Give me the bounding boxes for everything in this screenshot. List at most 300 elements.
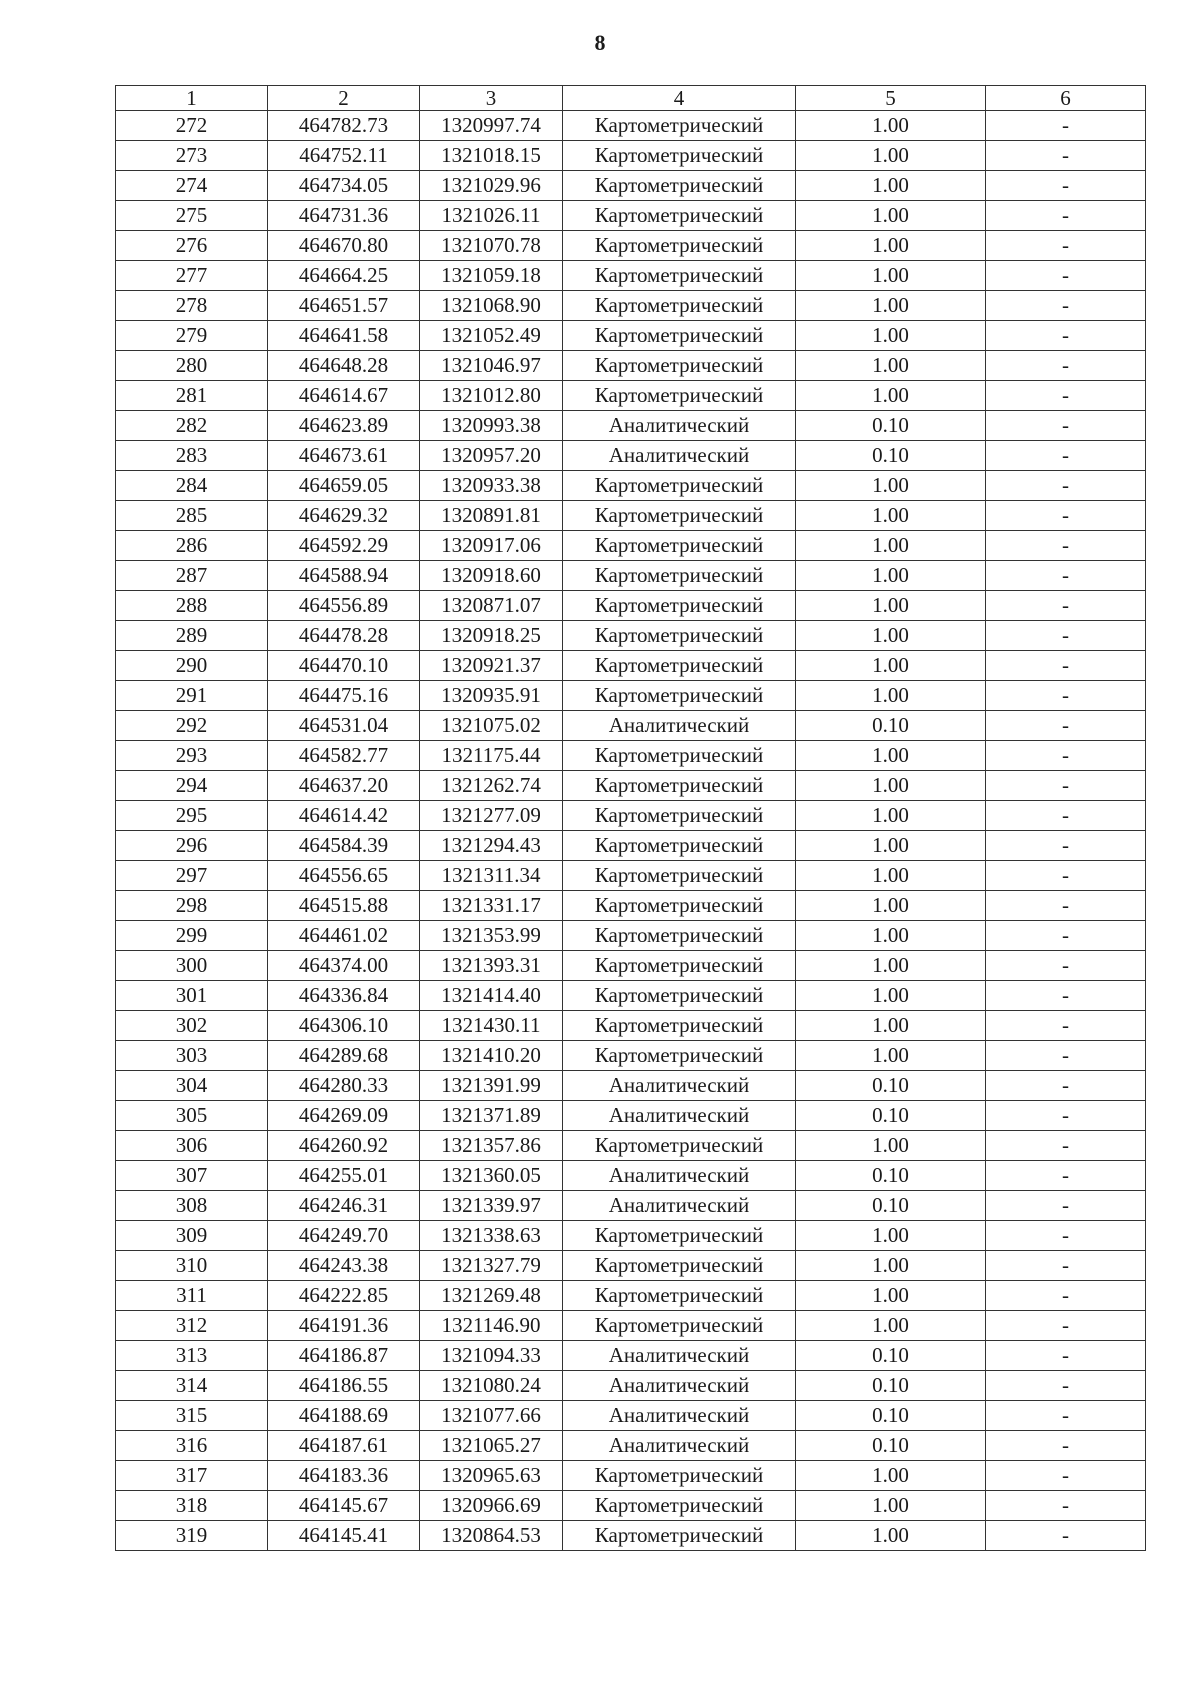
y-coordinate-cell: 1321080.24 xyxy=(420,1371,563,1401)
note-cell: - xyxy=(986,321,1146,351)
method-cell: Картометрический xyxy=(563,1281,796,1311)
x-coordinate-cell: 464648.28 xyxy=(268,351,420,381)
method-cell: Картометрический xyxy=(563,1221,796,1251)
table-row xyxy=(116,891,1146,921)
method-cell: Картометрический xyxy=(563,861,796,891)
note-cell: - xyxy=(986,1491,1146,1521)
table-row xyxy=(116,681,1146,711)
table-row xyxy=(116,831,1146,861)
note-cell: - xyxy=(986,471,1146,501)
table-row xyxy=(116,561,1146,591)
method-cell: Картометрический xyxy=(563,141,796,171)
table-row xyxy=(116,1251,1146,1281)
x-coordinate-cell: 464664.25 xyxy=(268,261,420,291)
y-coordinate-cell: 1320918.60 xyxy=(420,561,563,591)
x-coordinate-cell: 464478.28 xyxy=(268,621,420,651)
accuracy-cell: 1.00 xyxy=(796,1221,986,1251)
method-cell: Картометрический xyxy=(563,921,796,951)
x-coordinate-cell: 464614.67 xyxy=(268,381,420,411)
point-number-cell: 292 xyxy=(116,711,268,741)
y-coordinate-cell: 1321360.05 xyxy=(420,1161,563,1191)
point-number-cell: 319 xyxy=(116,1521,268,1551)
note-cell: - xyxy=(986,1521,1146,1551)
accuracy-cell: 1.00 xyxy=(796,501,986,531)
accuracy-cell: 1.00 xyxy=(796,171,986,201)
y-coordinate-cell: 1320921.37 xyxy=(420,651,563,681)
accuracy-cell: 1.00 xyxy=(796,771,986,801)
point-number-cell: 282 xyxy=(116,411,268,441)
point-number-cell: 276 xyxy=(116,231,268,261)
accuracy-cell: 0.10 xyxy=(796,1161,986,1191)
method-cell: Аналитический xyxy=(563,1191,796,1221)
note-cell: - xyxy=(986,261,1146,291)
y-coordinate-cell: 1321331.17 xyxy=(420,891,563,921)
y-coordinate-cell: 1321353.99 xyxy=(420,921,563,951)
method-cell: Аналитический xyxy=(563,1431,796,1461)
y-coordinate-cell: 1321094.33 xyxy=(420,1341,563,1371)
y-coordinate-cell: 1320993.38 xyxy=(420,411,563,441)
y-coordinate-cell: 1321018.15 xyxy=(420,141,563,171)
point-number-cell: 281 xyxy=(116,381,268,411)
point-number-cell: 305 xyxy=(116,1101,268,1131)
x-coordinate-cell: 464289.68 xyxy=(268,1041,420,1071)
table-row xyxy=(116,111,1146,141)
x-coordinate-cell: 464752.11 xyxy=(268,141,420,171)
method-cell: Картометрический xyxy=(563,651,796,681)
y-coordinate-cell: 1321339.97 xyxy=(420,1191,563,1221)
method-cell: Картометрический xyxy=(563,741,796,771)
note-cell: - xyxy=(986,1101,1146,1131)
method-cell: Картометрический xyxy=(563,351,796,381)
method-cell: Аналитический xyxy=(563,1071,796,1101)
note-cell: - xyxy=(986,1131,1146,1161)
note-cell: - xyxy=(986,1161,1146,1191)
point-number-cell: 315 xyxy=(116,1401,268,1431)
column-header: 3 xyxy=(420,86,563,111)
method-cell: Картометрический xyxy=(563,561,796,591)
x-coordinate-cell: 464592.29 xyxy=(268,531,420,561)
accuracy-cell: 1.00 xyxy=(796,141,986,171)
y-coordinate-cell: 1321311.34 xyxy=(420,861,563,891)
point-number-cell: 291 xyxy=(116,681,268,711)
table-row xyxy=(116,741,1146,771)
table-row xyxy=(116,1071,1146,1101)
method-cell: Картометрический xyxy=(563,1311,796,1341)
point-number-cell: 308 xyxy=(116,1191,268,1221)
method-cell: Аналитический xyxy=(563,441,796,471)
column-header: 5 xyxy=(796,86,986,111)
point-number-cell: 293 xyxy=(116,741,268,771)
point-number-cell: 278 xyxy=(116,291,268,321)
table-row xyxy=(116,201,1146,231)
x-coordinate-cell: 464734.05 xyxy=(268,171,420,201)
table-row xyxy=(116,531,1146,561)
point-number-cell: 299 xyxy=(116,921,268,951)
point-number-cell: 287 xyxy=(116,561,268,591)
method-cell: Аналитический xyxy=(563,1101,796,1131)
y-coordinate-cell: 1321277.09 xyxy=(420,801,563,831)
accuracy-cell: 1.00 xyxy=(796,651,986,681)
x-coordinate-cell: 464222.85 xyxy=(268,1281,420,1311)
accuracy-cell: 1.00 xyxy=(796,1041,986,1071)
x-coordinate-cell: 464673.61 xyxy=(268,441,420,471)
accuracy-cell: 1.00 xyxy=(796,201,986,231)
x-coordinate-cell: 464336.84 xyxy=(268,981,420,1011)
table-row xyxy=(116,1521,1146,1551)
y-coordinate-cell: 1321046.97 xyxy=(420,351,563,381)
note-cell: - xyxy=(986,1281,1146,1311)
accuracy-cell: 1.00 xyxy=(796,591,986,621)
table-row xyxy=(116,231,1146,261)
method-cell: Картометрический xyxy=(563,111,796,141)
table-row xyxy=(116,1191,1146,1221)
table-row xyxy=(116,291,1146,321)
note-cell: - xyxy=(986,591,1146,621)
y-coordinate-cell: 1320917.06 xyxy=(420,531,563,561)
accuracy-cell: 1.00 xyxy=(796,531,986,561)
method-cell: Аналитический xyxy=(563,1401,796,1431)
table-row xyxy=(116,171,1146,201)
x-coordinate-cell: 464731.36 xyxy=(268,201,420,231)
table-row xyxy=(116,1161,1146,1191)
table-header-row xyxy=(116,86,1146,111)
accuracy-cell: 1.00 xyxy=(796,291,986,321)
accuracy-cell: 1.00 xyxy=(796,861,986,891)
accuracy-cell: 1.00 xyxy=(796,1011,986,1041)
accuracy-cell: 0.10 xyxy=(796,1071,986,1101)
note-cell: - xyxy=(986,531,1146,561)
table-row xyxy=(116,501,1146,531)
point-number-cell: 296 xyxy=(116,831,268,861)
table-row xyxy=(116,1341,1146,1371)
x-coordinate-cell: 464623.89 xyxy=(268,411,420,441)
method-cell: Картометрический xyxy=(563,471,796,501)
accuracy-cell: 0.10 xyxy=(796,1371,986,1401)
accuracy-cell: 1.00 xyxy=(796,1281,986,1311)
note-cell: - xyxy=(986,621,1146,651)
x-coordinate-cell: 464475.16 xyxy=(268,681,420,711)
table-body xyxy=(116,111,1146,1551)
accuracy-cell: 0.10 xyxy=(796,1191,986,1221)
method-cell: Аналитический xyxy=(563,711,796,741)
method-cell: Картометрический xyxy=(563,1491,796,1521)
column-header: 1 xyxy=(116,86,268,111)
x-coordinate-cell: 464186.87 xyxy=(268,1341,420,1371)
note-cell: - xyxy=(986,831,1146,861)
method-cell: Картометрический xyxy=(563,771,796,801)
point-number-cell: 309 xyxy=(116,1221,268,1251)
x-coordinate-cell: 464186.55 xyxy=(268,1371,420,1401)
y-coordinate-cell: 1321294.43 xyxy=(420,831,563,861)
x-coordinate-cell: 464249.70 xyxy=(268,1221,420,1251)
method-cell: Картометрический xyxy=(563,891,796,921)
y-coordinate-cell: 1320935.91 xyxy=(420,681,563,711)
y-coordinate-cell: 1321393.31 xyxy=(420,951,563,981)
point-number-cell: 316 xyxy=(116,1431,268,1461)
point-number-cell: 280 xyxy=(116,351,268,381)
x-coordinate-cell: 464515.88 xyxy=(268,891,420,921)
accuracy-cell: 1.00 xyxy=(796,111,986,141)
accuracy-cell: 0.10 xyxy=(796,441,986,471)
x-coordinate-cell: 464246.31 xyxy=(268,1191,420,1221)
method-cell: Картометрический xyxy=(563,261,796,291)
method-cell: Аналитический xyxy=(563,1371,796,1401)
note-cell: - xyxy=(986,1311,1146,1341)
x-coordinate-cell: 464556.89 xyxy=(268,591,420,621)
table-row xyxy=(116,1281,1146,1311)
accuracy-cell: 1.00 xyxy=(796,1521,986,1551)
point-number-cell: 286 xyxy=(116,531,268,561)
accuracy-cell: 1.00 xyxy=(796,921,986,951)
accuracy-cell: 1.00 xyxy=(796,261,986,291)
y-coordinate-cell: 1321391.99 xyxy=(420,1071,563,1101)
method-cell: Аналитический xyxy=(563,1161,796,1191)
accuracy-cell: 0.10 xyxy=(796,711,986,741)
note-cell: - xyxy=(986,1011,1146,1041)
x-coordinate-cell: 464188.69 xyxy=(268,1401,420,1431)
accuracy-cell: 1.00 xyxy=(796,951,986,981)
point-number-cell: 307 xyxy=(116,1161,268,1191)
accuracy-cell: 1.00 xyxy=(796,321,986,351)
point-number-cell: 274 xyxy=(116,171,268,201)
method-cell: Картометрический xyxy=(563,831,796,861)
method-cell: Картометрический xyxy=(563,951,796,981)
method-cell: Картометрический xyxy=(563,681,796,711)
y-coordinate-cell: 1321070.78 xyxy=(420,231,563,261)
y-coordinate-cell: 1321338.63 xyxy=(420,1221,563,1251)
table-row xyxy=(116,1131,1146,1161)
point-number-cell: 311 xyxy=(116,1281,268,1311)
accuracy-cell: 1.00 xyxy=(796,831,986,861)
column-header: 4 xyxy=(563,86,796,111)
y-coordinate-cell: 1321371.89 xyxy=(420,1101,563,1131)
table-row xyxy=(116,1221,1146,1251)
table-row xyxy=(116,621,1146,651)
table-row xyxy=(116,411,1146,441)
table-row xyxy=(116,1371,1146,1401)
point-number-cell: 298 xyxy=(116,891,268,921)
x-coordinate-cell: 464641.58 xyxy=(268,321,420,351)
note-cell: - xyxy=(986,111,1146,141)
point-number-cell: 273 xyxy=(116,141,268,171)
y-coordinate-cell: 1321065.27 xyxy=(420,1431,563,1461)
point-number-cell: 275 xyxy=(116,201,268,231)
method-cell: Картометрический xyxy=(563,1131,796,1161)
note-cell: - xyxy=(986,141,1146,171)
note-cell: - xyxy=(986,711,1146,741)
method-cell: Картометрический xyxy=(563,201,796,231)
accuracy-cell: 1.00 xyxy=(796,1491,986,1521)
table-row xyxy=(116,1101,1146,1131)
table-row xyxy=(116,1401,1146,1431)
point-number-cell: 288 xyxy=(116,591,268,621)
y-coordinate-cell: 1320957.20 xyxy=(420,441,563,471)
point-number-cell: 318 xyxy=(116,1491,268,1521)
x-coordinate-cell: 464556.65 xyxy=(268,861,420,891)
y-coordinate-cell: 1321327.79 xyxy=(420,1251,563,1281)
note-cell: - xyxy=(986,921,1146,951)
point-number-cell: 313 xyxy=(116,1341,268,1371)
y-coordinate-cell: 1321269.48 xyxy=(420,1281,563,1311)
accuracy-cell: 1.00 xyxy=(796,471,986,501)
y-coordinate-cell: 1321146.90 xyxy=(420,1311,563,1341)
accuracy-cell: 1.00 xyxy=(796,621,986,651)
note-cell: - xyxy=(986,741,1146,771)
note-cell: - xyxy=(986,1341,1146,1371)
y-coordinate-cell: 1320965.63 xyxy=(420,1461,563,1491)
point-number-cell: 301 xyxy=(116,981,268,1011)
y-coordinate-cell: 1320891.81 xyxy=(420,501,563,531)
x-coordinate-cell: 464629.32 xyxy=(268,501,420,531)
table-row xyxy=(116,441,1146,471)
point-number-cell: 310 xyxy=(116,1251,268,1281)
method-cell: Картометрический xyxy=(563,801,796,831)
note-cell: - xyxy=(986,411,1146,441)
method-cell: Картометрический xyxy=(563,981,796,1011)
table-row xyxy=(116,321,1146,351)
note-cell: - xyxy=(986,351,1146,381)
x-coordinate-cell: 464461.02 xyxy=(268,921,420,951)
note-cell: - xyxy=(986,231,1146,261)
point-number-cell: 303 xyxy=(116,1041,268,1071)
x-coordinate-cell: 464306.10 xyxy=(268,1011,420,1041)
table-row xyxy=(116,1431,1146,1461)
accuracy-cell: 1.00 xyxy=(796,1461,986,1491)
y-coordinate-cell: 1321029.96 xyxy=(420,171,563,201)
note-cell: - xyxy=(986,171,1146,201)
note-cell: - xyxy=(986,771,1146,801)
note-cell: - xyxy=(986,951,1146,981)
note-cell: - xyxy=(986,1371,1146,1401)
y-coordinate-cell: 1321077.66 xyxy=(420,1401,563,1431)
table-row xyxy=(116,1041,1146,1071)
table-row xyxy=(116,471,1146,501)
x-coordinate-cell: 464659.05 xyxy=(268,471,420,501)
x-coordinate-cell: 464782.73 xyxy=(268,111,420,141)
table-row xyxy=(116,261,1146,291)
point-number-cell: 290 xyxy=(116,651,268,681)
y-coordinate-cell: 1321012.80 xyxy=(420,381,563,411)
note-cell: - xyxy=(986,861,1146,891)
method-cell: Картометрический xyxy=(563,1011,796,1041)
y-coordinate-cell: 1321075.02 xyxy=(420,711,563,741)
x-coordinate-cell: 464670.80 xyxy=(268,231,420,261)
point-number-cell: 297 xyxy=(116,861,268,891)
y-coordinate-cell: 1320864.53 xyxy=(420,1521,563,1551)
accuracy-cell: 0.10 xyxy=(796,1401,986,1431)
y-coordinate-cell: 1321262.74 xyxy=(420,771,563,801)
method-cell: Аналитический xyxy=(563,411,796,441)
note-cell: - xyxy=(986,501,1146,531)
x-coordinate-cell: 464582.77 xyxy=(268,741,420,771)
x-coordinate-cell: 464183.36 xyxy=(268,1461,420,1491)
table-row xyxy=(116,1461,1146,1491)
method-cell: Картометрический xyxy=(563,231,796,261)
method-cell: Картометрический xyxy=(563,1041,796,1071)
method-cell: Картометрический xyxy=(563,291,796,321)
point-number-cell: 300 xyxy=(116,951,268,981)
point-number-cell: 284 xyxy=(116,471,268,501)
accuracy-cell: 1.00 xyxy=(796,231,986,261)
column-header: 2 xyxy=(268,86,420,111)
point-number-cell: 312 xyxy=(116,1311,268,1341)
note-cell: - xyxy=(986,201,1146,231)
accuracy-cell: 1.00 xyxy=(796,891,986,921)
x-coordinate-cell: 464255.01 xyxy=(268,1161,420,1191)
table-row xyxy=(116,351,1146,381)
table-row xyxy=(116,861,1146,891)
table-row xyxy=(116,1311,1146,1341)
x-coordinate-cell: 464187.61 xyxy=(268,1431,420,1461)
y-coordinate-cell: 1321059.18 xyxy=(420,261,563,291)
method-cell: Картометрический xyxy=(563,171,796,201)
y-coordinate-cell: 1320997.74 xyxy=(420,111,563,141)
coordinates-table xyxy=(115,85,1146,1551)
accuracy-cell: 0.10 xyxy=(796,1431,986,1461)
column-header: 6 xyxy=(986,86,1146,111)
point-number-cell: 317 xyxy=(116,1461,268,1491)
x-coordinate-cell: 464637.20 xyxy=(268,771,420,801)
point-number-cell: 314 xyxy=(116,1371,268,1401)
y-coordinate-cell: 1321414.40 xyxy=(420,981,563,1011)
table-row xyxy=(116,381,1146,411)
x-coordinate-cell: 464614.42 xyxy=(268,801,420,831)
note-cell: - xyxy=(986,291,1146,321)
note-cell: - xyxy=(986,1071,1146,1101)
note-cell: - xyxy=(986,1401,1146,1431)
accuracy-cell: 0.10 xyxy=(796,1341,986,1371)
y-coordinate-cell: 1320966.69 xyxy=(420,1491,563,1521)
table-row xyxy=(116,711,1146,741)
point-number-cell: 306 xyxy=(116,1131,268,1161)
note-cell: - xyxy=(986,561,1146,591)
table-row xyxy=(116,591,1146,621)
method-cell: Картометрический xyxy=(563,1461,796,1491)
y-coordinate-cell: 1320871.07 xyxy=(420,591,563,621)
note-cell: - xyxy=(986,381,1146,411)
x-coordinate-cell: 464531.04 xyxy=(268,711,420,741)
note-cell: - xyxy=(986,1221,1146,1251)
method-cell: Картометрический xyxy=(563,1251,796,1281)
note-cell: - xyxy=(986,981,1146,1011)
y-coordinate-cell: 1321175.44 xyxy=(420,741,563,771)
accuracy-cell: 1.00 xyxy=(796,351,986,381)
x-coordinate-cell: 464269.09 xyxy=(268,1101,420,1131)
y-coordinate-cell: 1320918.25 xyxy=(420,621,563,651)
accuracy-cell: 1.00 xyxy=(796,681,986,711)
y-coordinate-cell: 1320933.38 xyxy=(420,471,563,501)
method-cell: Картометрический xyxy=(563,1521,796,1551)
accuracy-cell: 1.00 xyxy=(796,741,986,771)
x-coordinate-cell: 464145.41 xyxy=(268,1521,420,1551)
table-row xyxy=(116,1011,1146,1041)
y-coordinate-cell: 1321430.11 xyxy=(420,1011,563,1041)
accuracy-cell: 1.00 xyxy=(796,801,986,831)
note-cell: - xyxy=(986,891,1146,921)
x-coordinate-cell: 464243.38 xyxy=(268,1251,420,1281)
point-number-cell: 302 xyxy=(116,1011,268,1041)
accuracy-cell: 1.00 xyxy=(796,1311,986,1341)
x-coordinate-cell: 464588.94 xyxy=(268,561,420,591)
accuracy-cell: 1.00 xyxy=(796,381,986,411)
method-cell: Картометрический xyxy=(563,501,796,531)
accuracy-cell: 1.00 xyxy=(796,561,986,591)
method-cell: Картометрический xyxy=(563,591,796,621)
point-number-cell: 285 xyxy=(116,501,268,531)
table-row xyxy=(116,771,1146,801)
x-coordinate-cell: 464260.92 xyxy=(268,1131,420,1161)
y-coordinate-cell: 1321357.86 xyxy=(420,1131,563,1161)
